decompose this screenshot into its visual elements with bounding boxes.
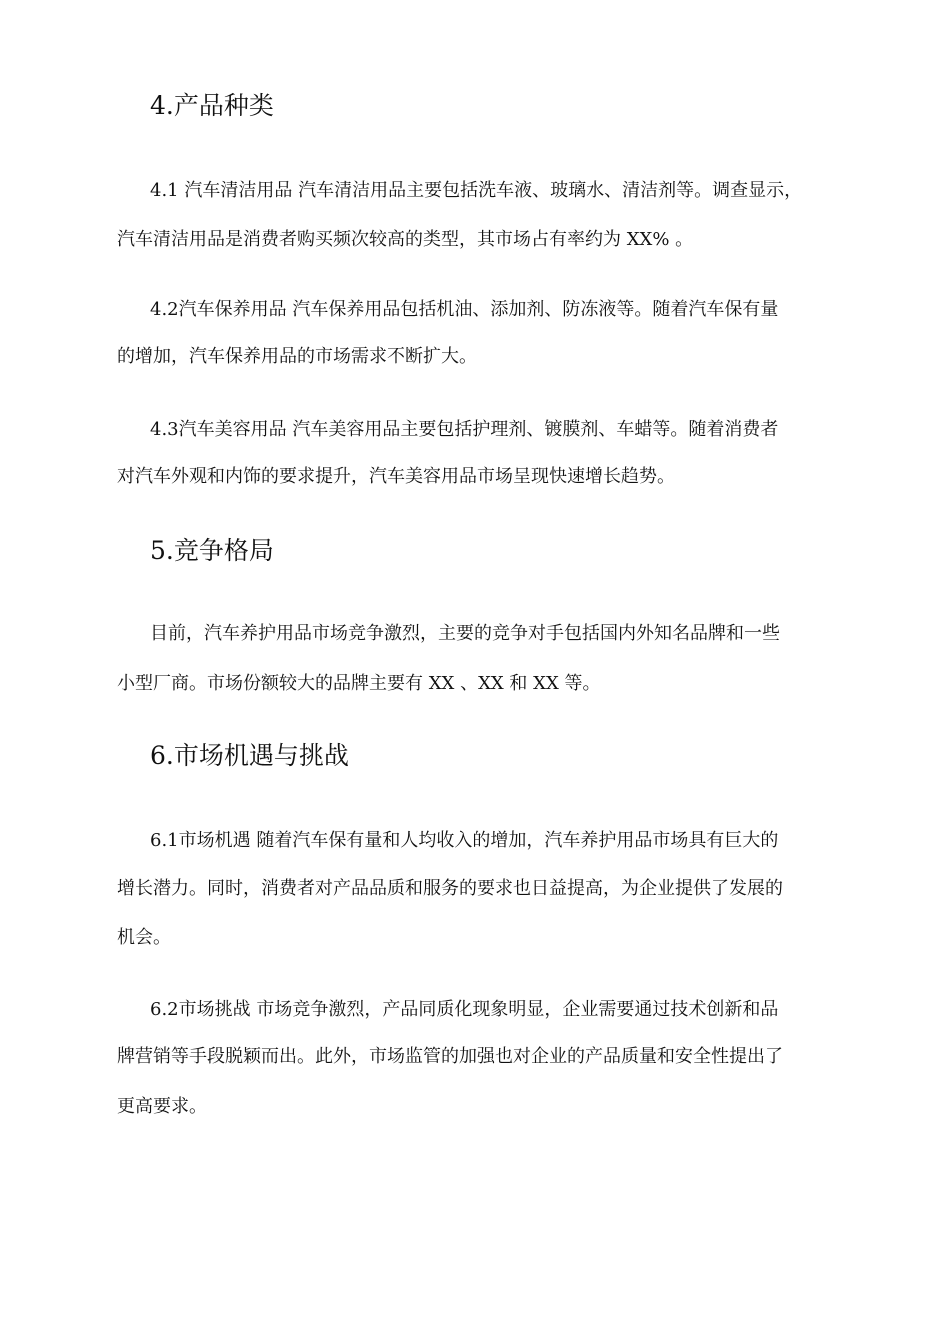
paragraph-4-1-line-1: 4.1 汽车清洁用品 汽车清洁用品主要包括洗车液、玻璃水、清洁剂等。调查显示， <box>150 180 803 201</box>
paragraph-5-line-2: 小型厂商。市场份额较大的品牌主要有 XX 、XX 和 XX 等。 <box>117 673 601 694</box>
paragraph-6-2-line-2: 牌营销等手段脱颖而出。此外，市场监管的加强也对企业的产品质量和安全性提出了 <box>117 1046 783 1067</box>
paragraph-6-2-line-1: 6.2市场挑战 市场竞争激烈，产品同质化现象明显，企业需要通过技术创新和品 <box>150 999 779 1020</box>
paragraph-4-2-line-2: 的增加，汽车保养用品的市场需求不断扩大。 <box>117 346 477 367</box>
paragraph-4-3-line-1: 4.3汽车美容用品 汽车美容用品主要包括护理剂、镀膜剂、车蜡等。随着消费者 <box>150 419 779 440</box>
paragraph-4-1-line-2: 汽车清洁用品是消费者购买频次较高的类型，其市场占有率约为 XX% 。 <box>117 229 694 250</box>
paragraph-4-2-line-1: 4.2汽车保养用品 汽车保养用品包括机油、添加剂、防冻液等。随着汽车保有量 <box>150 299 779 320</box>
paragraph-5-line-1: 目前，汽车养护用品市场竞争激烈，主要的竞争对手包括国内外知名品牌和一些 <box>150 623 780 644</box>
paragraph-6-1-line-1: 6.1市场机遇 随着汽车保有量和人均收入的增加，汽车养护用品市场具有巨大的 <box>150 830 779 851</box>
section-heading-6: 6.市场机遇与挑战 <box>150 741 349 770</box>
paragraph-6-1-line-2: 增长潜力。同时，消费者对产品品质和服务的要求也日益提高，为企业提供了发展的 <box>117 878 783 899</box>
paragraph-6-1-line-3: 机会。 <box>117 927 171 948</box>
paragraph-4-3-line-2: 对汽车外观和内饰的要求提升，汽车美容用品市场呈现快速增长趋势。 <box>117 466 675 487</box>
section-heading-4: 4.产品种类 <box>150 91 274 120</box>
paragraph-6-2-line-3: 更高要求。 <box>117 1096 207 1117</box>
section-heading-5: 5.竞争格局 <box>150 536 274 565</box>
